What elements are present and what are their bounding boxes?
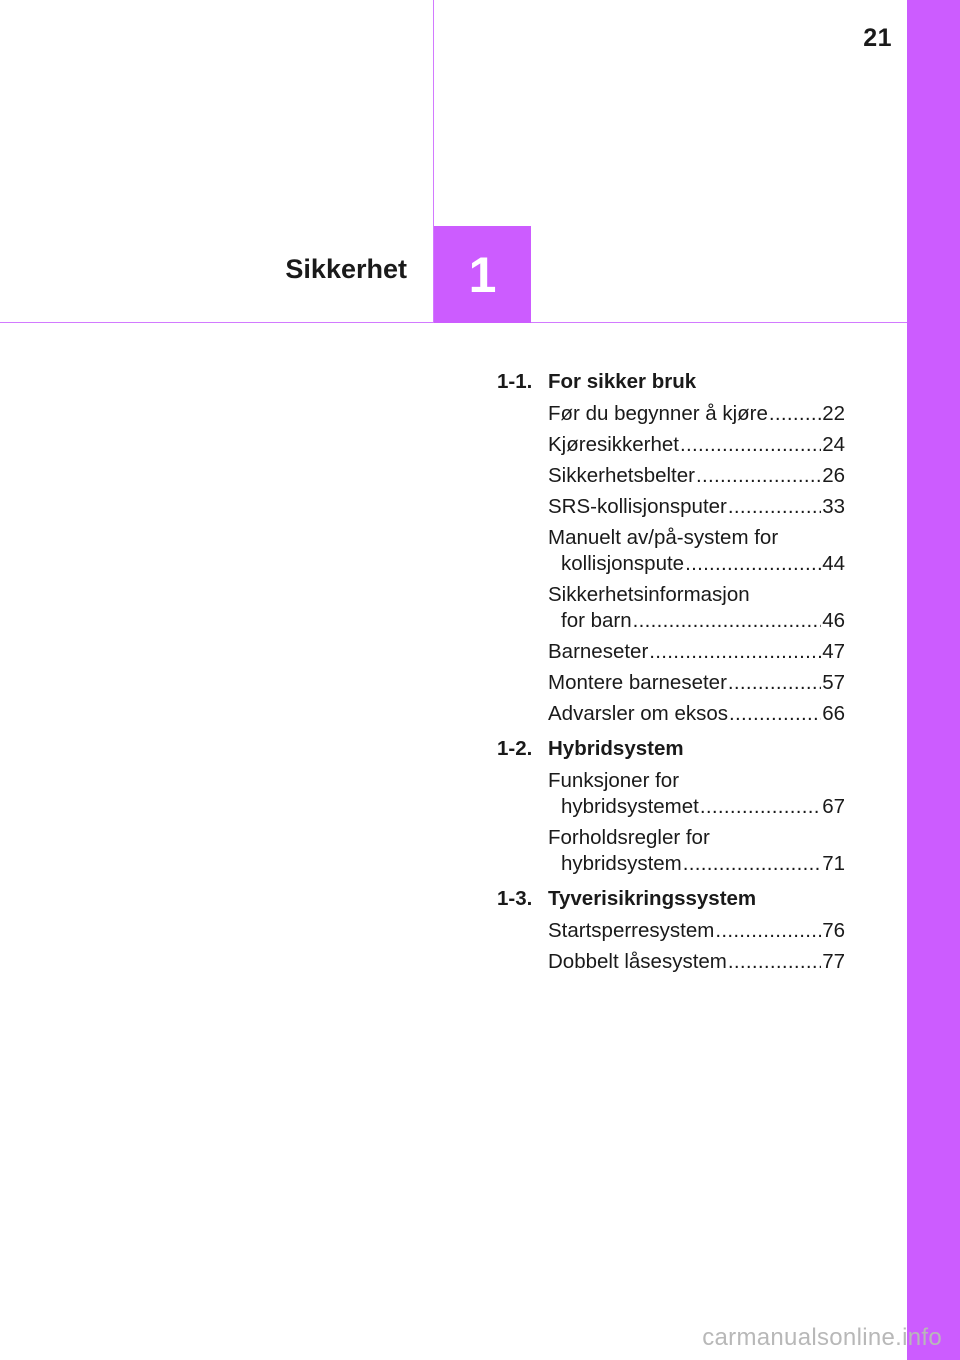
- toc-entry-text: Sikkerhetsinformasjon: [548, 583, 750, 606]
- toc-entry-label: Startsperresystem: [548, 919, 715, 942]
- toc-entry-label: for barn: [561, 609, 632, 632]
- toc-entry-text: Funksjoner for: [548, 769, 680, 792]
- dot-leader: [728, 670, 821, 696]
- toc-entry-leader-line: [548, 432, 845, 458]
- toc-entry-label: Advarsler om eksos: [548, 702, 729, 725]
- toc-entry-label: hybridsystem: [561, 852, 682, 875]
- toc-entry[interactable]: [548, 401, 845, 427]
- toc-entry-page: 71: [822, 852, 845, 875]
- toc-entry-leader-line: [548, 794, 845, 820]
- dot-leader: [633, 608, 822, 634]
- toc-section-number: 1-3.: [497, 887, 533, 910]
- toc-entry-page: 33: [822, 495, 845, 518]
- toc-entry-page: 47: [822, 640, 845, 663]
- toc-section: [497, 735, 845, 877]
- toc-entry-label: SRS-kollisjonsputer: [548, 495, 727, 518]
- toc-entry[interactable]: [548, 825, 845, 877]
- toc-entry-leader-line: [548, 701, 845, 727]
- toc-entry-page: 24: [822, 433, 845, 456]
- toc-entry[interactable]: [548, 582, 845, 634]
- toc-section-number: 1-2.: [497, 737, 533, 760]
- chapter-side-tab: [907, 0, 960, 1360]
- toc-entry-page: 76: [822, 919, 845, 942]
- toc-entry[interactable]: [548, 918, 845, 944]
- toc-entry-page: 66: [822, 702, 845, 725]
- toc-entry-label: Dobbelt låsesystem: [548, 950, 727, 973]
- toc-section: [497, 368, 845, 727]
- toc-entry[interactable]: [548, 768, 845, 820]
- toc-section-heading[interactable]: [497, 735, 845, 763]
- dot-leader: [769, 401, 821, 427]
- toc-entry-text: Manuelt av/på-system for: [548, 526, 779, 549]
- dot-leader: [685, 551, 821, 577]
- toc-entry-page: 46: [822, 609, 845, 632]
- toc-entry-page: 77: [822, 950, 845, 973]
- dot-leader: [696, 463, 821, 489]
- toc-section-heading[interactable]: [497, 368, 845, 396]
- toc-entry[interactable]: [548, 494, 845, 520]
- toc-entry-page: 22: [822, 402, 845, 425]
- toc-entry-leader-line: [548, 401, 845, 427]
- toc-entry-leader-line: [548, 551, 845, 577]
- chapter-number: 1: [468, 246, 497, 303]
- toc-entry-label: Barneseter: [548, 640, 649, 663]
- page-number: 21: [863, 24, 892, 52]
- toc-entry-leader-line: [548, 494, 845, 520]
- toc-entry-label: kollisjonspute: [561, 552, 685, 575]
- toc-entry-page: 67: [822, 795, 845, 818]
- toc-section-number: 1-1.: [497, 370, 533, 393]
- toc-entry-label: Montere barneseter: [548, 671, 727, 694]
- toc-entry-leader-line: [548, 670, 845, 696]
- toc-section-title: Hybridsystem: [548, 737, 684, 760]
- dot-leader: [649, 639, 821, 665]
- toc-entry-label: Kjøresikkerhet: [548, 433, 680, 456]
- toc-entry[interactable]: [548, 432, 845, 458]
- toc-entry[interactable]: [548, 701, 845, 727]
- toc-entry[interactable]: [548, 949, 845, 975]
- toc-section-title: For sikker bruk: [548, 370, 697, 393]
- toc-entry[interactable]: [548, 639, 845, 665]
- table-of-contents: [497, 368, 845, 983]
- dot-leader: [715, 918, 821, 944]
- dot-leader: [728, 494, 821, 520]
- dot-leader: [729, 701, 821, 727]
- toc-entry-leader-line: [548, 851, 845, 877]
- toc-entry-leader-line: [548, 639, 845, 665]
- chapter-number-box: [434, 226, 531, 323]
- toc-entry-label: Før du begynner å kjøre: [548, 402, 768, 425]
- toc-entry-page: 26: [822, 464, 845, 487]
- toc-entry-page: 57: [822, 671, 845, 694]
- toc-entry[interactable]: [548, 670, 845, 696]
- toc-entry[interactable]: [548, 525, 845, 577]
- toc-section-title: Tyverisikringssystem: [548, 887, 757, 910]
- watermark: carmanualsonline.info: [702, 1324, 942, 1351]
- toc-section-heading[interactable]: [497, 885, 845, 913]
- toc-entry[interactable]: [548, 463, 845, 489]
- toc-entry-leader-line: [548, 608, 845, 634]
- dot-leader: [683, 851, 821, 877]
- toc-entry-page: 44: [822, 552, 845, 575]
- toc-entry-label: Sikkerhetsbelter: [548, 464, 695, 487]
- toc-entry-leader-line: [548, 949, 845, 975]
- dot-leader: [728, 949, 821, 975]
- toc-entry-leader-line: [548, 918, 845, 944]
- toc-entry-label: hybridsystemet: [561, 795, 699, 818]
- toc-entry-text: Forholdsregler for: [548, 826, 710, 849]
- toc-section: [497, 885, 845, 975]
- dot-leader: [680, 432, 821, 458]
- dot-leader: [700, 794, 821, 820]
- toc-entry-leader-line: [548, 463, 845, 489]
- chapter-title: Sikkerhet: [285, 254, 407, 284]
